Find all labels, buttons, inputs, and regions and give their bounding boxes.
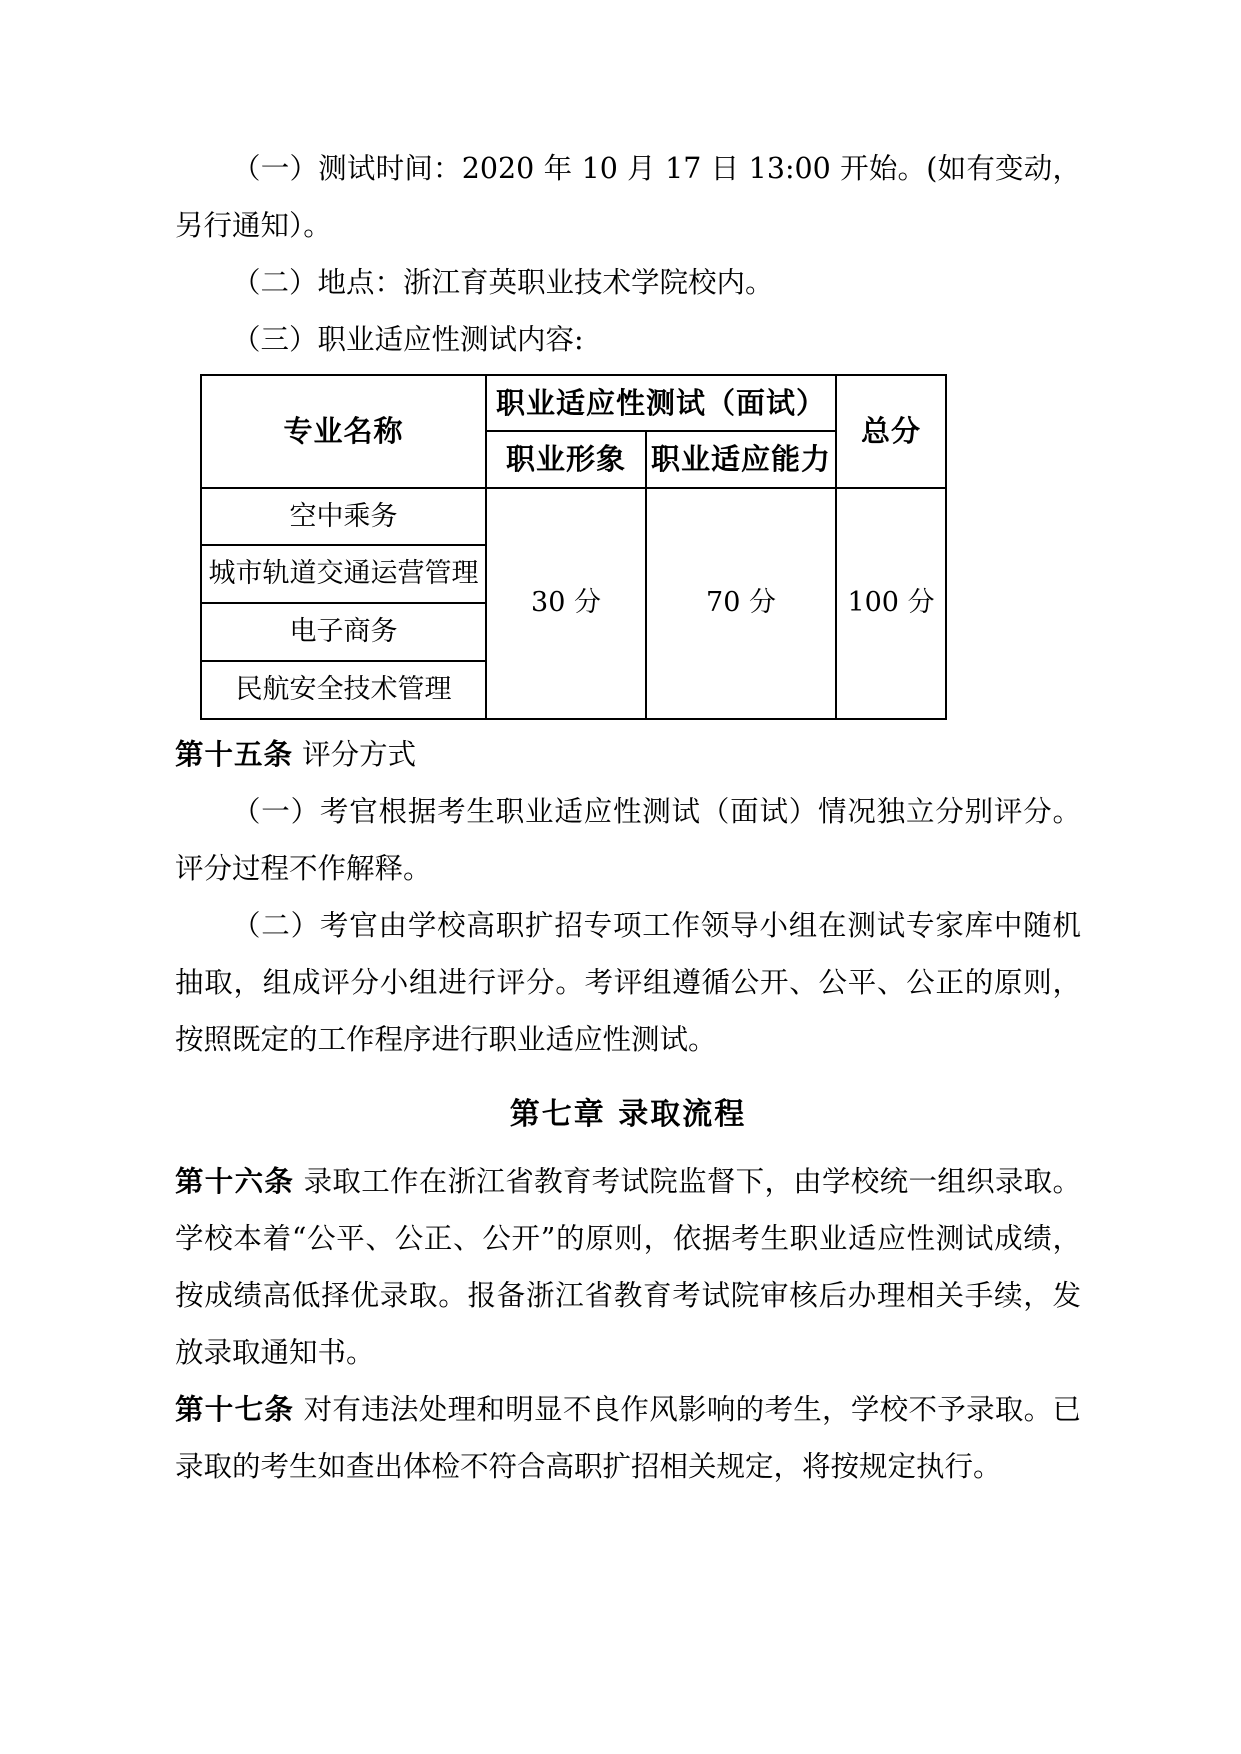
article-15-label: 第十五条 (175, 736, 294, 771)
article-15-title: 评分方式 (302, 737, 417, 771)
article-15-heading (175, 726, 1081, 783)
test-time-paragraph: （一）测试时间：2020 年 10 月 17 日 13:00 开始。(如有变动，另行通知）。 (175, 152, 1081, 242)
article-15-item-1: （一）考官根据考生职业适应性测试（面试）情况独立分别评分。评分过程不作解释。 (175, 794, 1081, 885)
major-cell-3: 民航安全技术管理 (201, 661, 486, 719)
header-image: 职业形象 (486, 431, 646, 487)
article-16-text: 录取工作在浙江省教育考试院监督下，由学校统一组织录取。学校本着“公平、公正、公开”的原则，依据考生职业适应性测试成绩，按成绩高低择优录取。报备浙江省教育考试院审核后办理相关手续，发放录取通知书。 (175, 1164, 1081, 1369)
major-cell-2: 电子商务 (201, 603, 486, 661)
article-15-item-2: （二）考官由学校高职扩招专项工作领导小组在测试专家库中随机抽取，组成评分小组进行评分。考评组遵循公开、公平、公正的原则，按照既定的工作程序进行职业适应性测试。 (175, 908, 1081, 1056)
major-cell-0: 空中乘务 (201, 488, 486, 546)
total-score-cell: 100 分 (836, 488, 946, 719)
score-table-wrapper (175, 374, 1081, 720)
header-interview-group: 职业适应性测试（面试） (486, 375, 836, 431)
header-ability: 职业适应能力 (646, 431, 836, 487)
test-content-label: （三）职业适应性测试内容: (232, 323, 584, 356)
document-body (175, 140, 1081, 1495)
table-row (201, 375, 946, 431)
article-17-text: 对有违法处理和明显不良作风影响的考生，学校不予录取。已录取的考生如查出体检不符合高职扩招相关规定，将按规定执行。 (175, 1392, 1081, 1483)
chapter-7-title: 第七章 录取流程 (509, 1096, 747, 1132)
test-place-paragraph: （二）地点：浙江育英职业技术学院校内。 (232, 266, 774, 299)
article-16-paragraph (175, 1153, 1081, 1381)
header-major: 专业名称 (201, 375, 486, 488)
ability-score-cell: 70 分 (646, 488, 836, 719)
article-17-label: 第十七条 (175, 1391, 295, 1426)
score-table (200, 374, 947, 720)
major-cell-1: 城市轨道交通运营管理 (201, 545, 486, 603)
article-17-paragraph (175, 1381, 1081, 1495)
image-score-cell: 30 分 (486, 488, 646, 719)
article-16-label: 第十六条 (175, 1163, 295, 1198)
header-total: 总分 (836, 375, 946, 488)
table-row (201, 488, 946, 546)
